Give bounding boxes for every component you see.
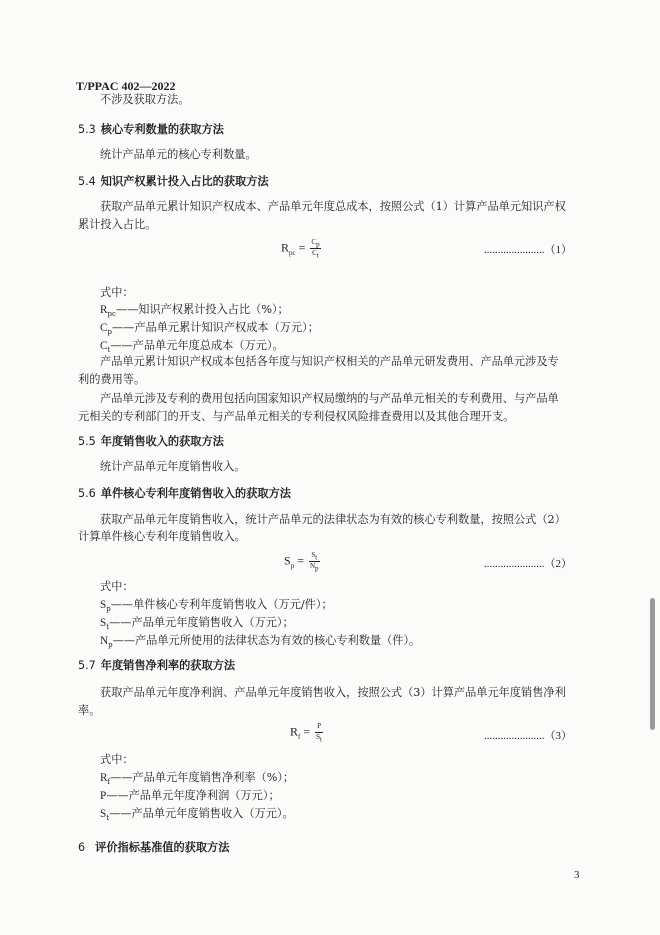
- heading-5-7: [78, 657, 235, 673]
- definition-st: $S_t——$产品单元年度销售收入（万元）；: [100, 616, 294, 632]
- document-id: T/PPAC 402—2022: [76, 79, 176, 93]
- heading-title: 核心专利数量的获取方法: [100, 123, 224, 136]
- paragraph-5-6-line2: 计算单件核心专利年度销售收入。: [78, 530, 246, 543]
- heading-number: 5.6: [78, 487, 96, 500]
- paragraph-top: 不涉及获取方法。: [100, 93, 190, 106]
- heading-title: 单件核心专利年度销售收入的获取方法: [100, 487, 291, 500]
- formula-2: $S_p$ = $\frac{S_t}{N_p}$: [284, 551, 319, 573]
- heading-number: 5.7: [78, 659, 96, 672]
- heading-6: [78, 839, 229, 855]
- paragraph-5-6-line1: 获取产品单元年度销售收入，统计产品单元的法律状态为有效的核心专利数量，按照公式（2）: [100, 513, 566, 526]
- equation-label-1: ......................（1）: [484, 244, 572, 256]
- scrollbar-thumb[interactable]: [650, 598, 655, 730]
- heading-title: 年度销售净利率的获取方法: [100, 659, 236, 672]
- where-label: 式中：: [100, 286, 134, 299]
- heading-number: 5.5: [78, 435, 96, 448]
- paragraph-5-4-line2: 累计投入占比。: [78, 218, 157, 231]
- heading-title: 评价指标基准值的获取方法: [95, 841, 230, 854]
- definition-ct: $C_t——$产品单元年度总成本（万元）。: [100, 339, 284, 355]
- page-number: 3: [574, 869, 580, 881]
- where-label: 式中：: [100, 753, 134, 766]
- fraction: $\frac{P}{S_t}$: [316, 722, 322, 744]
- heading-title: 知识产权累计投入占比的获取方法: [100, 175, 269, 188]
- definition-sp: $S_p——$单件核心专利年度销售收入（万元/件）；: [100, 598, 333, 614]
- heading-5-5: [78, 433, 224, 449]
- paragraph-5-7-line1: 获取产品单元年度净利润、产品单元年度销售收入，按照公式（3）计算产品单元年度销售净利: [100, 686, 566, 699]
- definition-st-2: $S_t——$产品单元年度销售收入（万元）。: [100, 807, 294, 823]
- definition-np: $N_p——$产品单元所使用的法律状态为有效的核心专利数量（件）。: [100, 634, 421, 650]
- heading-title: 年度销售收入的获取方法: [100, 435, 224, 448]
- definition-rpc: $R_{pc}——$知识产权累计投入占比（%）；: [100, 303, 289, 319]
- formula-1: $R_{pc}$ = $\frac{C_p}{C_t}$: [281, 238, 320, 260]
- equation-label-2: ......................（2）: [484, 558, 572, 570]
- fraction: $\frac{S_t}{N_p}$: [309, 551, 319, 573]
- paragraph-5-7-line2: 率。: [78, 704, 101, 717]
- note-2-line2: 元相关的专利部门的开支、与产品单元相关的专利侵权风险排查费用以及其他合理开支。: [78, 410, 515, 423]
- heading-number: 5.3: [78, 123, 96, 136]
- note-2-line1: 产品单元涉及专利的费用包括向国家知识产权局缴纳的与产品单元相关的专利费用、与产品单: [100, 392, 559, 405]
- heading-5-6: [78, 485, 291, 501]
- paragraph-5-4-line1: 获取产品单元累计知识产权成本、产品单元年度总成本，按照公式（1）计算产品单元知识产权: [100, 200, 566, 213]
- heading-5-3: [78, 121, 224, 137]
- where-label: 式中：: [100, 580, 134, 593]
- fraction: $\frac{C_p}{C_t}$: [311, 238, 320, 260]
- equation-label-3: ......................（3）: [484, 730, 572, 742]
- definition-rf: $R_f——$产品单元年度销售净利率（%）；: [100, 771, 295, 787]
- paragraph-5-5: 统计产品单元年度销售收入。: [100, 460, 246, 473]
- heading-5-4: [78, 173, 269, 189]
- note-1-line2: 利的费用等。: [78, 373, 146, 386]
- note-1-line1: 产品单元累计知识产权成本包括各年度与知识产权相关的产品单元研发费用、产品单元涉及专: [100, 355, 559, 368]
- heading-number: 6: [78, 841, 86, 854]
- definition-cp: $C_p——$产品单元累计知识产权成本（万元）；: [100, 321, 319, 337]
- formula-3: $R_f$ = $\frac{P}{S_t}$: [290, 722, 322, 744]
- paragraph-5-3: 统计产品单元的核心专利数量。: [100, 148, 257, 161]
- heading-number: 5.4: [78, 175, 96, 188]
- definition-p: P——产品单元年度净利润（万元）；: [100, 789, 280, 802]
